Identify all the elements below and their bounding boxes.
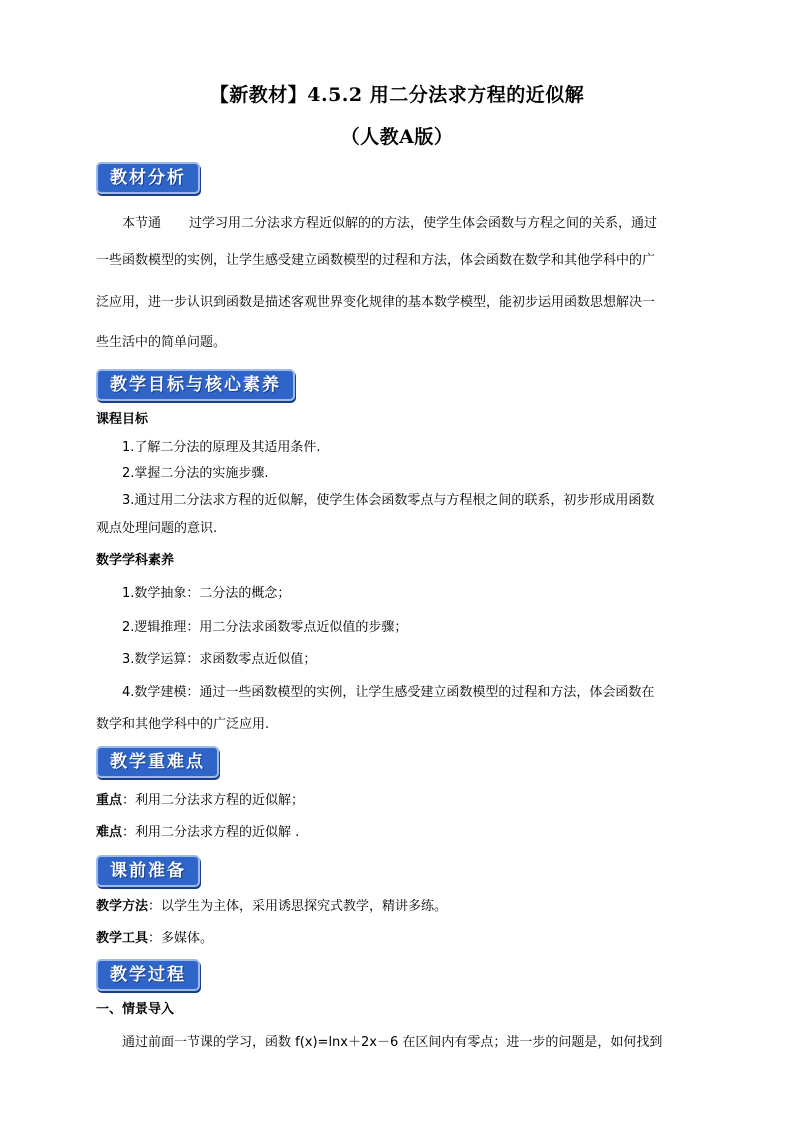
literacy-item-1: 1.数学抽象：二分法的概念； xyxy=(122,586,291,601)
analysis-line-1-start: 本节通 xyxy=(122,216,162,231)
section-badge-label: 教学过程 xyxy=(110,965,186,985)
difficulty-text: ：利用二分法求方程的近似解 . xyxy=(122,825,300,840)
section-badge-label: 教学目标与核心素养 xyxy=(110,375,281,395)
section-badge-label: 教材分析 xyxy=(110,168,186,188)
teaching-method-label: 教学方法 xyxy=(96,899,149,914)
analysis-line-2: 一些函数模型的实例，让学生感受建立函数模型的过程和方法，体会函数在数学和其他学科中的广 xyxy=(96,253,656,268)
difficulty-label: 难点 xyxy=(96,825,123,840)
analysis-line-3: 泛应用，进一步认识到函数是描述客观世界变化规律的基本数学模型，能初步运用函数思想解决一 xyxy=(96,295,656,310)
literacy-item-2: 2.逻辑推理：用二分法求函数零点近似值的步骤； xyxy=(122,620,408,635)
literacy-item-4-line-1: 4.数学建模：通过一些函数模型的实例，让学生感受建立函数模型的过程和方法，体会函数在 xyxy=(122,685,655,700)
difficulty-line xyxy=(96,824,702,842)
section-badge-label: 课前准备 xyxy=(110,861,186,881)
document-subtitle: （人教A版） xyxy=(340,126,454,148)
teaching-tool-label: 教学工具 xyxy=(96,931,149,946)
process-line-1: 通过前面一节课的学习，函数 f(x)=lnx＋2x－6 在区间内有零点；进一步的问题是，如何找到 xyxy=(122,1035,663,1050)
teaching-tool-line xyxy=(96,930,702,948)
course-goal-3-line-2: 观点处理问题的意识. xyxy=(96,521,218,536)
section-badge-process xyxy=(96,959,200,991)
analysis-line-4: 些生活中的简单问题。 xyxy=(96,335,227,350)
document-title: 【新教材】4.5.2 用二分法求方程的近似解 xyxy=(209,84,585,106)
literacy-heading: 数学学科素养 xyxy=(96,553,175,568)
section-badge-prep xyxy=(96,855,200,887)
key-point-text: ：利用二分法求方程的近似解； xyxy=(122,793,305,808)
teaching-method-line xyxy=(96,898,702,916)
key-point-label: 重点 xyxy=(96,793,123,808)
course-goal-3-line-1: 3.通过用二分法求方程的近似解，使学生体会函数零点与方程根之间的联系，初步形成用函数 xyxy=(122,493,655,508)
process-heading: 一、情景导入 xyxy=(96,1002,175,1017)
teaching-tool-text: ：多媒体。 xyxy=(148,931,214,946)
section-badge-label: 教学重难点 xyxy=(110,752,205,772)
key-point-line xyxy=(96,792,702,810)
literacy-item-3: 3.数学运算：求函数零点近似值； xyxy=(122,652,317,667)
analysis-line-1 xyxy=(122,215,702,233)
section-badge-keypoints xyxy=(96,746,219,778)
course-goal-2: 2.掌握二分法的实施步骤. xyxy=(122,466,269,481)
teaching-method-text: ：以学生为主体，采用诱思探究式教学，精讲多练。 xyxy=(148,899,448,914)
section-badge-analysis xyxy=(96,162,200,194)
course-goals-heading: 课程目标 xyxy=(96,412,149,427)
course-goal-1: 1.了解二分法的原理及其适用条件. xyxy=(122,440,321,455)
section-badge-goals xyxy=(96,369,295,401)
analysis-line-1-rest: 过学习用二分法求方程近似解的的方法，使学生体会函数与方程之间的关系，通过 xyxy=(189,216,658,231)
literacy-item-4-line-2: 数学和其他学科中的广泛应用. xyxy=(96,717,270,732)
